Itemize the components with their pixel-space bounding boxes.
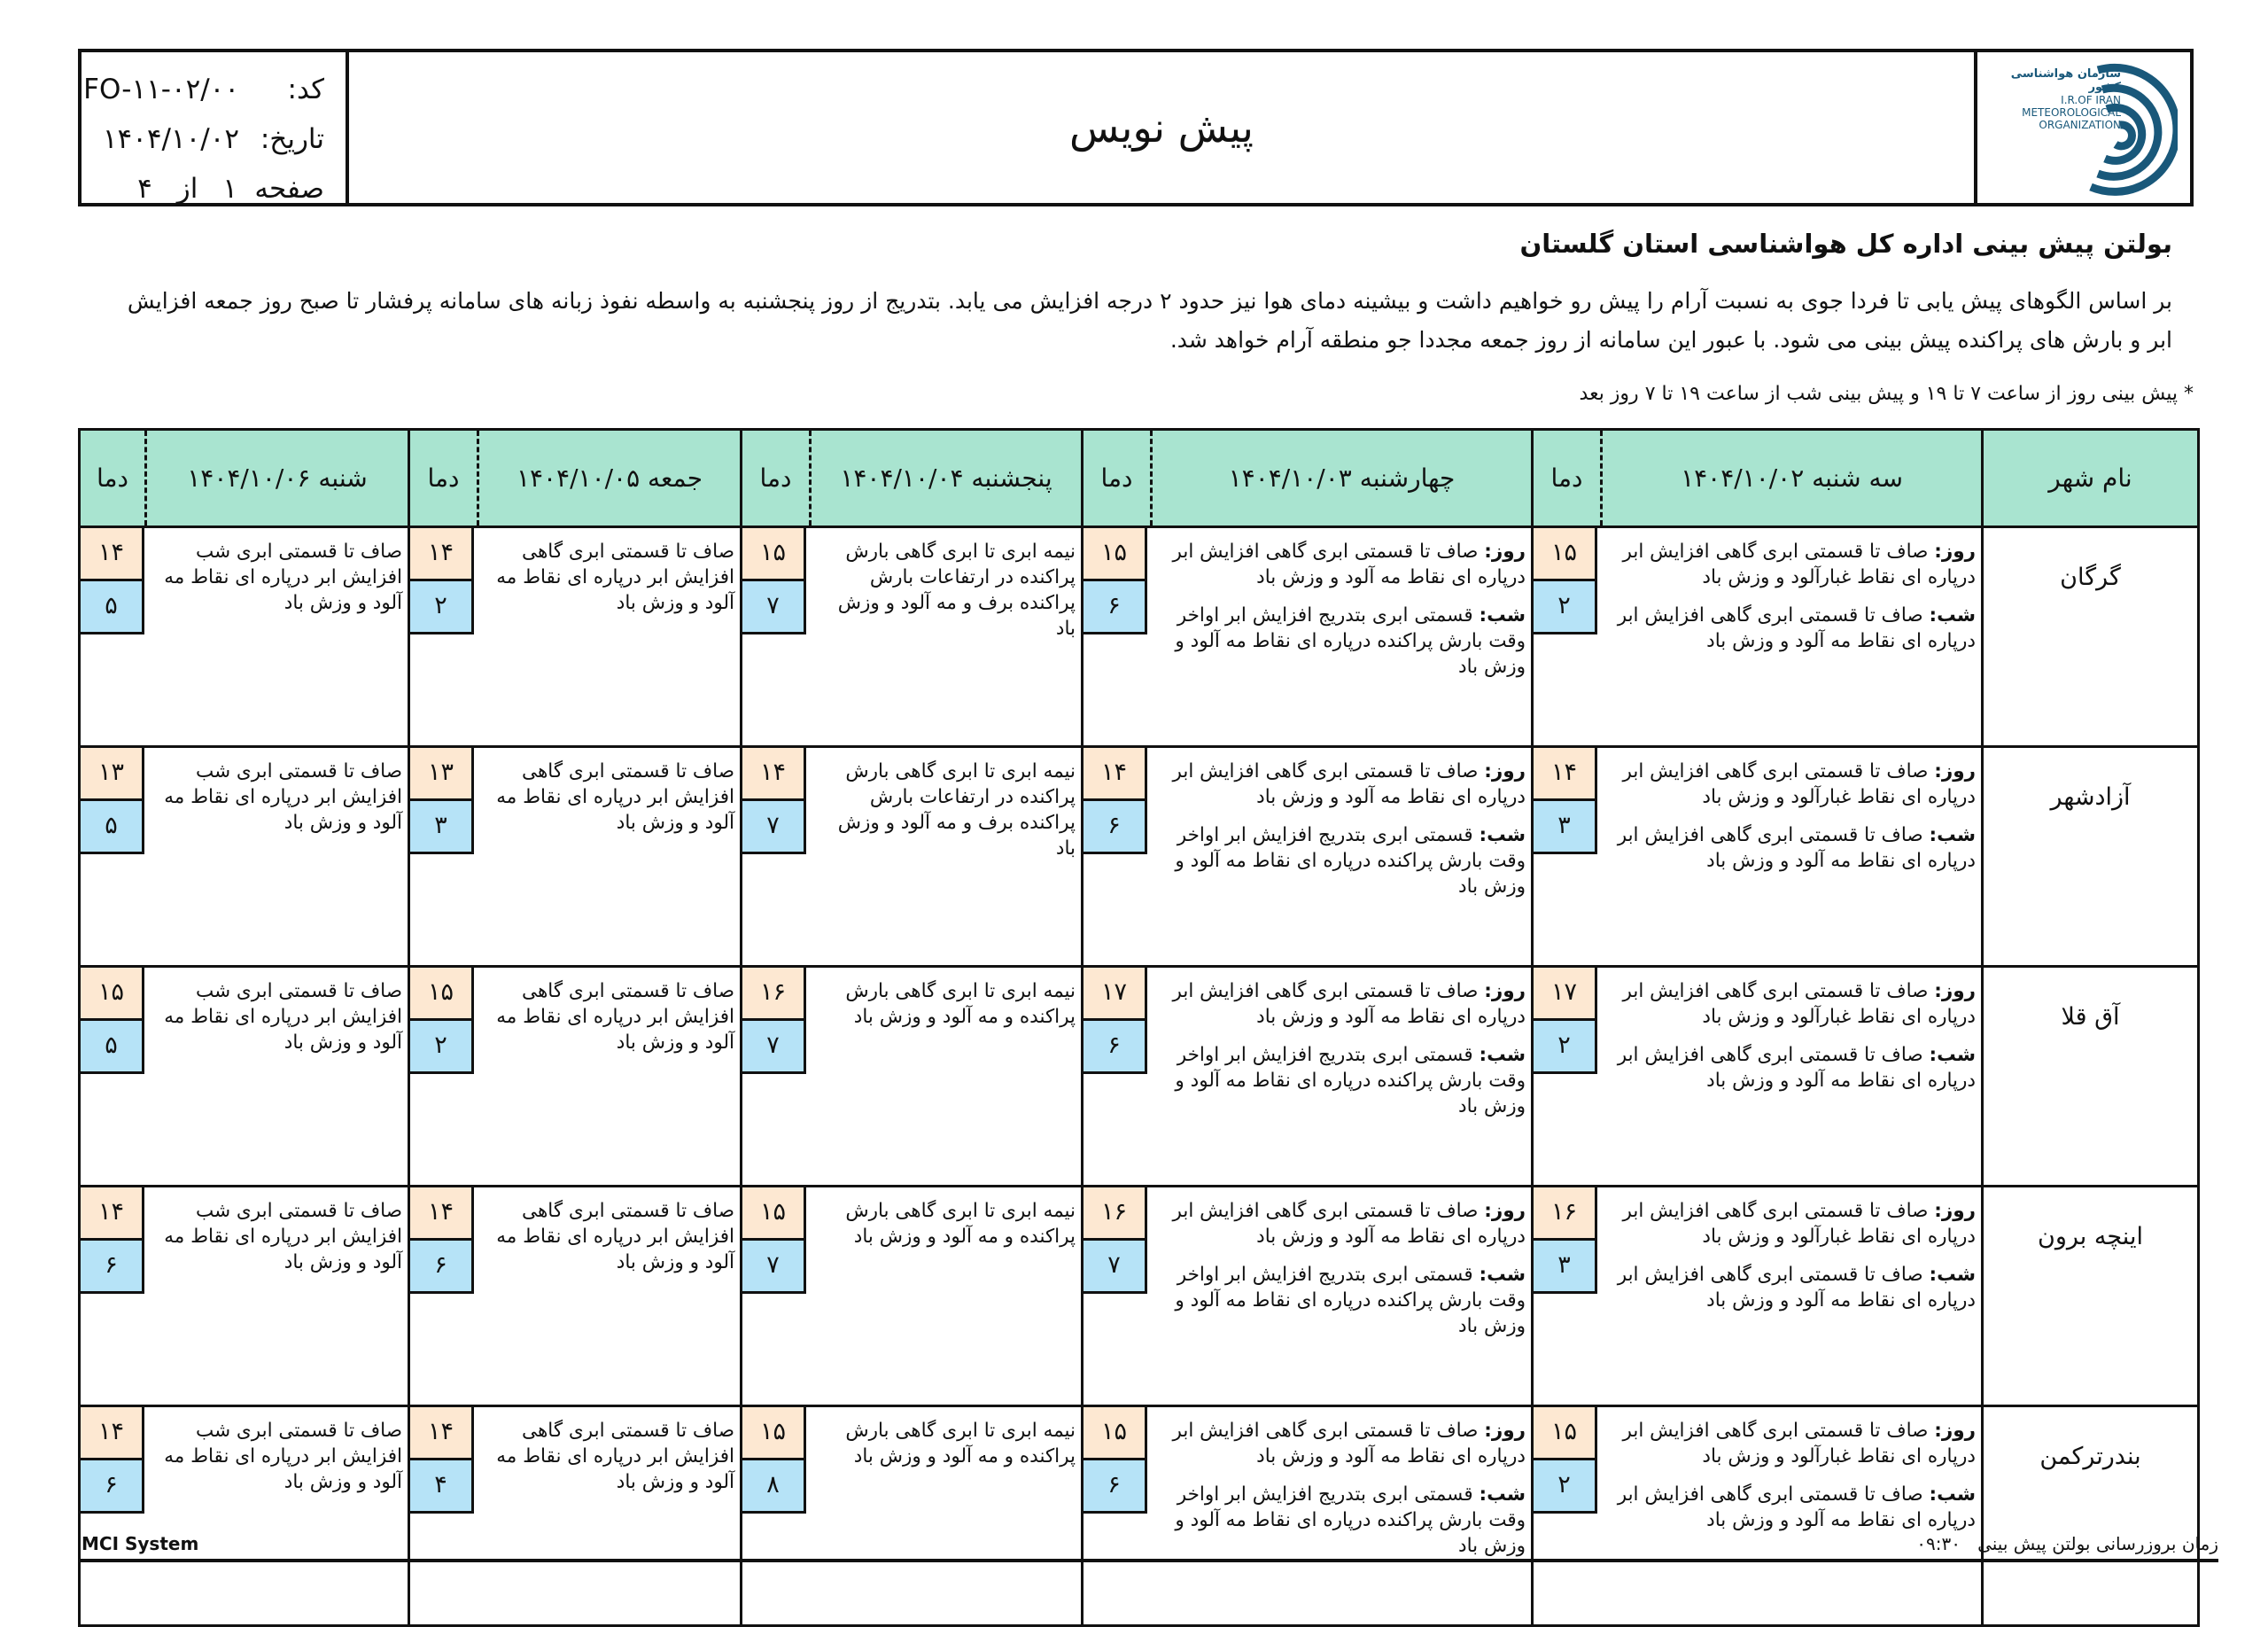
- day-header: چهارشنبه ۱۴۰۴/۱۰/۰۳: [1152, 430, 1533, 527]
- night-forecast-text: قسمتی ابری بتدریج افزایش ابر اواخر وقت بارش پراکنده درپاره ای نقاط مه آلود و وزش باد: [1175, 604, 1526, 678]
- temperature-cell: [80, 527, 146, 747]
- temperature-cell: [1533, 747, 1602, 967]
- city-name: آزادشهر: [1983, 747, 2199, 967]
- night-forecast-label: شب:: [1929, 1483, 1976, 1506]
- forecast-description: [146, 747, 409, 967]
- day-forecast-label: روز:: [1934, 1420, 1976, 1442]
- max-temperature: ۱۶: [742, 968, 806, 1021]
- page-total: ۴: [137, 173, 152, 205]
- max-temperature: ۱۵: [1084, 528, 1147, 581]
- temperature-cell: [1083, 1406, 1152, 1626]
- day-forecast-text: صاف تا قسمتی ابری گاهی افزایش ابر درپاره ای نقاط غبارآلود و وزش باد: [1622, 541, 1976, 588]
- city-name: بندرترکمن: [1983, 1406, 2199, 1626]
- forecast-description: [1152, 747, 1533, 967]
- day-forecast-label: روز:: [1484, 1200, 1526, 1222]
- forecast-text: نیمه ابری تا ابری گاهی بارش پراکنده در ارتفاعات بارش پراکنده برف و مه آلود و وزش باد: [837, 760, 1076, 860]
- day-forecast-label: روز:: [1934, 1200, 1976, 1222]
- forecast-description: [1152, 527, 1533, 747]
- city-name: آق قلا: [1983, 967, 2199, 1187]
- temperature-cell: [409, 967, 478, 1187]
- day-forecast-label: روز:: [1934, 980, 1976, 1002]
- day-forecast: [1159, 1198, 1526, 1249]
- temperature-cell: [1083, 747, 1152, 967]
- temp-header: دما: [80, 430, 146, 527]
- max-temperature: ۱۴: [410, 1407, 474, 1460]
- night-forecast: [1609, 1482, 1977, 1533]
- day-header: سه شنبه ۱۴۰۴/۱۰/۰۲: [1602, 430, 1983, 527]
- min-temperature: ۸: [742, 1460, 806, 1514]
- day-forecast-text: صاف تا قسمتی ابری گاهی افزایش ابر درپاره ای نقاط غبارآلود و وزش باد: [1622, 1420, 1976, 1467]
- min-temperature: ۵: [81, 581, 144, 634]
- document-meta: [82, 52, 346, 203]
- min-temperature: ۲: [1534, 1460, 1597, 1514]
- code-value: FO-۱۱-۰۲/۰۰: [83, 74, 239, 105]
- temperature-cell: [742, 747, 811, 967]
- forecast-description: [1602, 1406, 1983, 1626]
- max-temperature: ۱۵: [1084, 1407, 1147, 1460]
- night-forecast-label: شب:: [1479, 824, 1526, 846]
- max-temperature: ۱۵: [81, 968, 144, 1021]
- temperature-cell: [409, 527, 478, 747]
- max-temperature: ۱۵: [1534, 1407, 1597, 1460]
- night-forecast: [1159, 1042, 1526, 1119]
- forecast-description: [1152, 1406, 1533, 1626]
- night-forecast-label: شب:: [1479, 604, 1526, 627]
- night-forecast: [1609, 603, 1977, 654]
- temperature-cell: [742, 1187, 811, 1406]
- table-row: [80, 527, 2199, 747]
- temperature-cell: [80, 967, 146, 1187]
- min-temperature: ۶: [1084, 801, 1147, 854]
- page-current: ۱: [222, 173, 237, 205]
- forecast-description: [478, 747, 742, 967]
- temperature-cell: [80, 747, 146, 967]
- forecast-description: [1602, 527, 1983, 747]
- min-temperature: ۷: [742, 1241, 806, 1294]
- day-forecast-text: صاف تا قسمتی ابری گاهی افزایش ابر درپاره ای نقاط مه آلود و وزش باد: [1172, 1420, 1526, 1467]
- night-forecast-text: صاف تا قسمتی ابری گاهی افزایش ابر درپاره ای نقاط مه آلود و وزش باد: [1617, 824, 1976, 872]
- forecast-description: [478, 1187, 742, 1406]
- forecast-text: نیمه ابری تا ابری گاهی بارش پراکنده و مه آلود و وزش باد: [845, 980, 1076, 1028]
- day-forecast: [1159, 978, 1526, 1030]
- min-temperature: ۷: [742, 581, 806, 634]
- update-time-info: [1916, 1533, 2218, 1554]
- night-forecast-text: قسمتی ابری بتدریج افزایش ابر اواخر وقت بارش پراکنده درپاره ای نقاط مه آلود و وزش باد: [1175, 1044, 1526, 1117]
- max-temperature: ۱۵: [410, 968, 474, 1021]
- forecast-description: [146, 527, 409, 747]
- forecast-description: [1602, 967, 1983, 1187]
- day-forecast-label: روز:: [1934, 760, 1976, 782]
- temperature-cell: [409, 747, 478, 967]
- temp-header: دما: [1083, 430, 1152, 527]
- day-forecast-label: روز:: [1484, 980, 1526, 1002]
- min-temperature: ۴: [410, 1460, 474, 1514]
- system-name: MCI System: [82, 1533, 199, 1554]
- night-forecast-label: شب:: [1929, 604, 1976, 627]
- forecast-description: [146, 1406, 409, 1626]
- update-label: زمان بروزرسانی بولتن پیش بینی: [1977, 1533, 2218, 1554]
- max-temperature: ۱۴: [81, 1187, 144, 1241]
- forecast-text: صاف تا قسمتی ابری گاهی افزایش ابر درپاره ای نقاط مه آلود و وزش باد: [496, 1420, 734, 1493]
- night-forecast: [1609, 1042, 1977, 1094]
- day-forecast-label: روز:: [1484, 760, 1526, 782]
- day-forecast: [1609, 1198, 1977, 1249]
- forecast-time-note: * پیش بینی روز از ساعت ۷ تا ۱۹ و پیش بینی شب از ساعت ۱۹ تا ۷ روز بعد: [1579, 383, 2194, 405]
- city-header: نام شهر: [1983, 430, 2199, 527]
- temperature-cell: [409, 1406, 478, 1626]
- min-temperature: ۳: [1534, 801, 1597, 854]
- day-forecast-text: صاف تا قسمتی ابری گاهی افزایش ابر درپاره ای نقاط مه آلود و وزش باد: [1172, 980, 1526, 1028]
- min-temperature: ۷: [742, 1021, 806, 1074]
- logo-en-line1: I.R.OF IRAN: [2061, 94, 2121, 106]
- min-temperature: ۲: [410, 1021, 474, 1074]
- night-forecast: [1609, 1262, 1977, 1313]
- day-forecast: [1159, 759, 1526, 810]
- forecast-description: [811, 1406, 1083, 1626]
- forecast-text: نیمه ابری تا ابری گاهی بارش پراکنده و مه آلود و وزش باد: [845, 1420, 1076, 1467]
- temperature-cell: [1083, 967, 1152, 1187]
- forecast-description: [811, 967, 1083, 1187]
- logo-en-line3: ORGANIZATION: [2039, 119, 2121, 131]
- temp-header: دما: [1533, 430, 1602, 527]
- night-forecast-label: شب:: [1479, 1483, 1526, 1506]
- night-forecast-label: شب:: [1479, 1044, 1526, 1066]
- temperature-cell: [742, 967, 811, 1187]
- day-forecast: [1609, 759, 1977, 810]
- day-forecast-text: صاف تا قسمتی ابری گاهی افزایش ابر درپاره ای نقاط مه آلود و وزش باد: [1172, 1200, 1526, 1248]
- night-forecast-label: شب:: [1479, 1264, 1526, 1286]
- night-forecast-text: قسمتی ابری بتدریج افزایش ابر اواخر وقت بارش پراکنده درپاره ای نقاط مه آلود و وزش باد: [1175, 1483, 1526, 1557]
- city-name: اینچه برون: [1983, 1187, 2199, 1406]
- night-forecast-label: شب:: [1929, 1264, 1976, 1286]
- table-row: [80, 1187, 2199, 1406]
- max-temperature: ۱۶: [1084, 1187, 1147, 1241]
- day-header: پنجشنبه ۱۴۰۴/۱۰/۰۴: [811, 430, 1083, 527]
- max-temperature: ۱۴: [410, 1187, 474, 1241]
- day-forecast: [1609, 539, 1977, 590]
- min-temperature: ۵: [81, 1021, 144, 1074]
- min-temperature: ۳: [410, 801, 474, 854]
- max-temperature: ۱۳: [410, 748, 474, 801]
- forecast-text: نیمه ابری تا ابری گاهی بارش پراکنده در ارتفاعات بارش پراکنده برف و مه آلود و وزش باد: [837, 541, 1076, 640]
- forecast-text: صاف تا قسمتی ابری گاهی افزایش ابر درپاره ای نقاط مه آلود و وزش باد: [496, 541, 734, 614]
- night-forecast-text: صاف تا قسمتی ابری گاهی افزایش ابر درپاره ای نقاط مه آلود و وزش باد: [1617, 1044, 1976, 1092]
- night-forecast-label: شب:: [1929, 824, 1976, 846]
- forecast-description: [478, 967, 742, 1187]
- temp-header: دما: [742, 430, 811, 527]
- forecast-description: [1152, 967, 1533, 1187]
- temperature-cell: [409, 1187, 478, 1406]
- min-temperature: ۲: [410, 581, 474, 634]
- bulletin-intro: بر اساس الگوهای پیش یابی تا فردا جوی به نسبت آرام را پیش رو خواهیم داشت و بیشینه دمای هوا نیز حدود ۲ درجه افزایش می یابد. بتدریج از روز پنجشنبه به واسطه نفوذ زبانه های سامانه پرفشار تا صبح روز جمعه افزایش ابر و بارش های پراکنده پیش بینی می شود. با عبور این سامانه از روز جمعه مجددا جو منطقه آرام خواهد شد.: [127, 288, 2172, 353]
- temperature-cell: [742, 1406, 811, 1626]
- temperature-cell: [80, 1187, 146, 1406]
- forecast-description: [1152, 1187, 1533, 1406]
- code-label: کد:: [287, 74, 324, 105]
- max-temperature: ۱۴: [410, 528, 474, 581]
- day-forecast: [1159, 1418, 1526, 1469]
- max-temperature: ۱۴: [81, 528, 144, 581]
- min-temperature: ۷: [1084, 1241, 1147, 1294]
- max-temperature: ۱۷: [1084, 968, 1147, 1021]
- day-header: جمعه ۱۴۰۴/۱۰/۰۵: [478, 430, 742, 527]
- day-forecast-label: روز:: [1484, 1420, 1526, 1442]
- max-temperature: ۱۶: [1534, 1187, 1597, 1241]
- forecast-text: صاف تا قسمتی ابری شب افزایش ابر درپاره ای نقاط مه آلود و وزش باد: [164, 760, 402, 834]
- night-forecast: [1609, 822, 1977, 874]
- bulletin-title: بولتن پیش بینی اداره کل هواشناسی استان گلستان: [1519, 229, 2172, 259]
- temperature-cell: [742, 527, 811, 747]
- table-row: [80, 1406, 2199, 1626]
- forecast-description: [811, 527, 1083, 747]
- min-temperature: ۵: [81, 801, 144, 854]
- table-row: [80, 747, 2199, 967]
- night-forecast-text: قسمتی ابری بتدریج افزایش ابر اواخر وقت بارش پراکنده درپاره ای نقاط مه آلود و وزش باد: [1175, 824, 1526, 898]
- update-time: ۰۹:۳۰: [1916, 1533, 1961, 1554]
- forecast-text: صاف تا قسمتی ابری شب افزایش ابر درپاره ای نقاط مه آلود و وزش باد: [164, 541, 402, 614]
- day-forecast-text: صاف تا قسمتی ابری گاهی افزایش ابر درپاره ای نقاط مه آلود و وزش باد: [1172, 760, 1526, 808]
- min-temperature: ۶: [81, 1460, 144, 1514]
- forecast-text: صاف تا قسمتی ابری شب افزایش ابر درپاره ای نقاط مه آلود و وزش باد: [164, 1420, 402, 1493]
- forecast-description: [478, 527, 742, 747]
- max-temperature: ۱۴: [1534, 748, 1597, 801]
- max-temperature: ۱۳: [81, 748, 144, 801]
- footer-divider: [78, 1559, 2218, 1562]
- night-forecast: [1159, 1262, 1526, 1339]
- night-forecast-text: صاف تا قسمتی ابری گاهی افزایش ابر درپاره ای نقاط مه آلود و وزش باد: [1617, 604, 1976, 652]
- min-temperature: ۲: [1534, 581, 1597, 634]
- day-forecast: [1159, 539, 1526, 590]
- day-header: شنبه ۱۴۰۴/۱۰/۰۶: [146, 430, 409, 527]
- forecast-description: [146, 967, 409, 1187]
- day-forecast-label: روز:: [1484, 541, 1526, 563]
- max-temperature: ۱۷: [1534, 968, 1597, 1021]
- max-temperature: ۱۵: [742, 528, 806, 581]
- logo-en-line2: METEOROLOGICAL: [2022, 106, 2121, 119]
- temperature-cell: [1533, 1187, 1602, 1406]
- temperature-cell: [1533, 527, 1602, 747]
- min-temperature: ۶: [1084, 1021, 1147, 1074]
- forecast-text: صاف تا قسمتی ابری گاهی افزایش ابر درپاره ای نقاط مه آلود و وزش باد: [496, 980, 734, 1054]
- forecast-text: صاف تا قسمتی ابری گاهی افزایش ابر درپاره ای نقاط مه آلود و وزش باد: [496, 760, 734, 834]
- organization-logo: [1974, 52, 2190, 203]
- day-forecast-text: صاف تا قسمتی ابری گاهی افزایش ابر درپاره ای نقاط غبارآلود و وزش باد: [1622, 760, 1976, 808]
- min-temperature: ۶: [81, 1241, 144, 1294]
- table-header-row: [80, 430, 2199, 527]
- night-forecast-label: شب:: [1929, 1044, 1976, 1066]
- page-label: صفحه: [254, 173, 324, 205]
- max-temperature: ۱۵: [742, 1187, 806, 1241]
- forecast-description: [1602, 747, 1983, 967]
- document-header: [78, 49, 2194, 206]
- min-temperature: ۶: [1084, 581, 1147, 634]
- day-forecast-text: صاف تا قسمتی ابری گاهی افزایش ابر درپاره ای نقاط غبارآلود و وزش باد: [1622, 1200, 1976, 1248]
- logo-fa-name: سازمان هواشناسی کشور: [2010, 67, 2121, 94]
- date-value: ۱۴۰۴/۱۰/۰۲: [102, 123, 239, 155]
- night-forecast: [1159, 822, 1526, 899]
- forecast-text: صاف تا قسمتی ابری شب افزایش ابر درپاره ای نقاط مه آلود و وزش باد: [164, 980, 402, 1054]
- forecast-description: [478, 1406, 742, 1626]
- max-temperature: ۱۴: [81, 1407, 144, 1460]
- min-temperature: ۷: [742, 801, 806, 854]
- city-name: گرگان: [1983, 527, 2199, 747]
- min-temperature: ۳: [1534, 1241, 1597, 1294]
- forecast-description: [811, 1187, 1083, 1406]
- temperature-cell: [80, 1406, 146, 1626]
- forecast-table: [78, 428, 2200, 1627]
- max-temperature: ۱۵: [742, 1407, 806, 1460]
- day-forecast: [1609, 978, 1977, 1030]
- date-label: تاریخ:: [260, 123, 324, 155]
- min-temperature: ۲: [1534, 1021, 1597, 1074]
- forecast-text: صاف تا قسمتی ابری شب افزایش ابر درپاره ای نقاط مه آلود و وزش باد: [164, 1200, 402, 1273]
- meteorology-spiral-icon: [2080, 63, 2178, 196]
- max-temperature: ۱۵: [1534, 528, 1597, 581]
- forecast-description: [146, 1187, 409, 1406]
- temperature-cell: [1533, 967, 1602, 1187]
- day-forecast: [1609, 1418, 1977, 1469]
- temp-header: دما: [409, 430, 478, 527]
- night-forecast: [1159, 1482, 1526, 1559]
- night-forecast-text: صاف تا قسمتی ابری گاهی افزایش ابر درپاره ای نقاط مه آلود و وزش باد: [1617, 1264, 1976, 1312]
- forecast-description: [811, 747, 1083, 967]
- forecast-text: صاف تا قسمتی ابری گاهی افزایش ابر درپاره ای نقاط مه آلود و وزش باد: [496, 1200, 734, 1273]
- forecast-text: نیمه ابری تا ابری گاهی بارش پراکنده و مه آلود و وزش باد: [845, 1200, 1076, 1248]
- page-of: از: [176, 173, 198, 205]
- forecast-description: [1602, 1187, 1983, 1406]
- min-temperature: ۶: [1084, 1460, 1147, 1514]
- temperature-cell: [1083, 1187, 1152, 1406]
- temperature-cell: [1533, 1406, 1602, 1626]
- day-forecast-text: صاف تا قسمتی ابری گاهی افزایش ابر درپاره ای نقاط غبارآلود و وزش باد: [1622, 980, 1976, 1028]
- night-forecast: [1159, 603, 1526, 680]
- max-temperature: ۱۴: [742, 748, 806, 801]
- max-temperature: ۱۴: [1084, 748, 1147, 801]
- document-title: پیش نویس: [346, 52, 1974, 203]
- night-forecast-text: قسمتی ابری بتدریج افزایش ابر اواخر وقت بارش پراکنده درپاره ای نقاط مه آلود و وزش باد: [1175, 1264, 1526, 1337]
- day-forecast-text: صاف تا قسمتی ابری گاهی افزایش ابر درپاره ای نقاط مه آلود و وزش باد: [1172, 541, 1526, 588]
- day-forecast-label: روز:: [1934, 541, 1976, 563]
- night-forecast-text: صاف تا قسمتی ابری گاهی افزایش ابر درپاره ای نقاط مه آلود و وزش باد: [1617, 1483, 1976, 1531]
- table-row: [80, 967, 2199, 1187]
- temperature-cell: [1083, 527, 1152, 747]
- min-temperature: ۶: [410, 1241, 474, 1294]
